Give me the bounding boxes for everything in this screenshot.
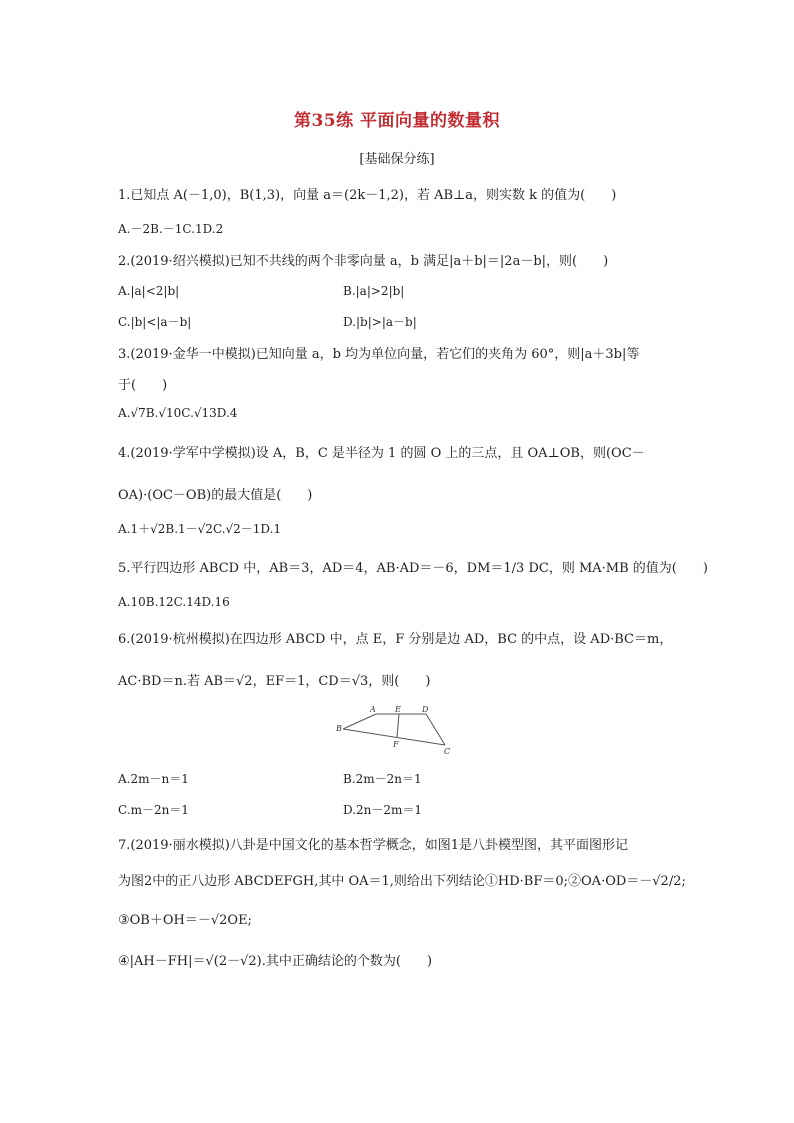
question-4-line-1: 4.(2019·学军中学模拟)设 A，B，C 是半径为 1 的圆 O 上的三点，且 OA⊥OB，则(OC－ <box>118 446 645 461</box>
segment-ef <box>397 714 399 737</box>
label-e: E <box>395 705 401 714</box>
question-6-option-a: A.2m－n＝1 <box>118 772 189 786</box>
question-2-option-b: B.|a|>2|b| <box>343 284 405 298</box>
question-2-option-a: A.|a|<2|b| <box>118 284 180 298</box>
segment-ba <box>343 714 376 729</box>
question-5-options: A.10B.12C.14D.16 <box>118 595 230 609</box>
question-3-line-1: 3.(2019·金华一中模拟)已知向量 a，b 均为单位向量，若它们的夹角为 60°，则|a＋3b|等 <box>118 347 640 362</box>
question-7-line-3: ③OB＋OH＝－√2OE; <box>118 913 252 928</box>
question-3-line-2: 于( ) <box>118 378 168 393</box>
question-2: 2.(2019·绍兴模拟)已知不共线的两个非零向量 a，b 满足|a＋b|＝|2a－b|，则( ) <box>118 254 609 269</box>
label-c: C <box>444 747 451 756</box>
question-6-option-d: D.2n－2m＝1 <box>343 803 423 817</box>
question-1-options: A.－2B.－1C.1D.2 <box>118 222 224 236</box>
question-5: 5.平行四边形 ABCD 中，AB＝3，AD＝4，AB·AD＝－6，DM＝1/3 DC，则 MA·MB 的值为( ) <box>118 561 708 576</box>
question-3-options: A.√7B.√10C.√13D.4 <box>118 406 238 420</box>
question-2-option-d: D.|b|>|a－b| <box>343 315 417 329</box>
question-7-line-2: 为图2中的正八边形 ABCDEFGH,其中 OA＝1,则给出下列结论①HD·BF＝0;②OA·OD＝－√2/2; <box>118 874 686 889</box>
question-6-line-2: AC·BD＝n.若 AB＝√2，EF＝1，CD＝√3，则( ) <box>118 674 431 689</box>
label-b: B <box>336 724 342 733</box>
question-1: 1.已知点 A(－1,0)，B(1,3)，向量 a＝(2k－1,2)，若 AB⊥a，则实数 k 的值为( ) <box>118 188 617 203</box>
page-title: 第35练 平面向量的数量积 <box>293 111 501 131</box>
label-d: D <box>422 705 429 714</box>
question-7-line-4: ④|AH－FH|＝√(2－√2).其中正确结论的个数为( ) <box>118 954 433 969</box>
label-a: A <box>370 705 376 714</box>
section-subtitle: [基础保分练] <box>359 152 435 167</box>
question-2-option-c: C.|b|<|a－b| <box>118 315 192 329</box>
quadrilateral-diagram <box>336 704 466 756</box>
question-6-option-b: B.2m－2n＝1 <box>343 772 422 786</box>
question-4-options: A.1＋√2B.1－√2C.√2－1D.1 <box>118 522 282 536</box>
question-4-line-2: OA)·(OC－OB)的最大值是( ) <box>118 488 313 503</box>
question-6-option-c: C.m－2n＝1 <box>118 803 189 817</box>
question-7-line-1: 7.(2019·丽水模拟)八卦是中国文化的基本哲学概念，如图1是八卦模型图，其平面图形记 <box>118 838 629 853</box>
question-6-line-1: 6.(2019·杭州模拟)在四边形 ABCD 中，点 E，F 分别是边 AD，BC 的中点，设 AD·BC＝m， <box>118 632 673 647</box>
label-f: F <box>393 740 399 749</box>
segment-dc <box>426 714 445 745</box>
